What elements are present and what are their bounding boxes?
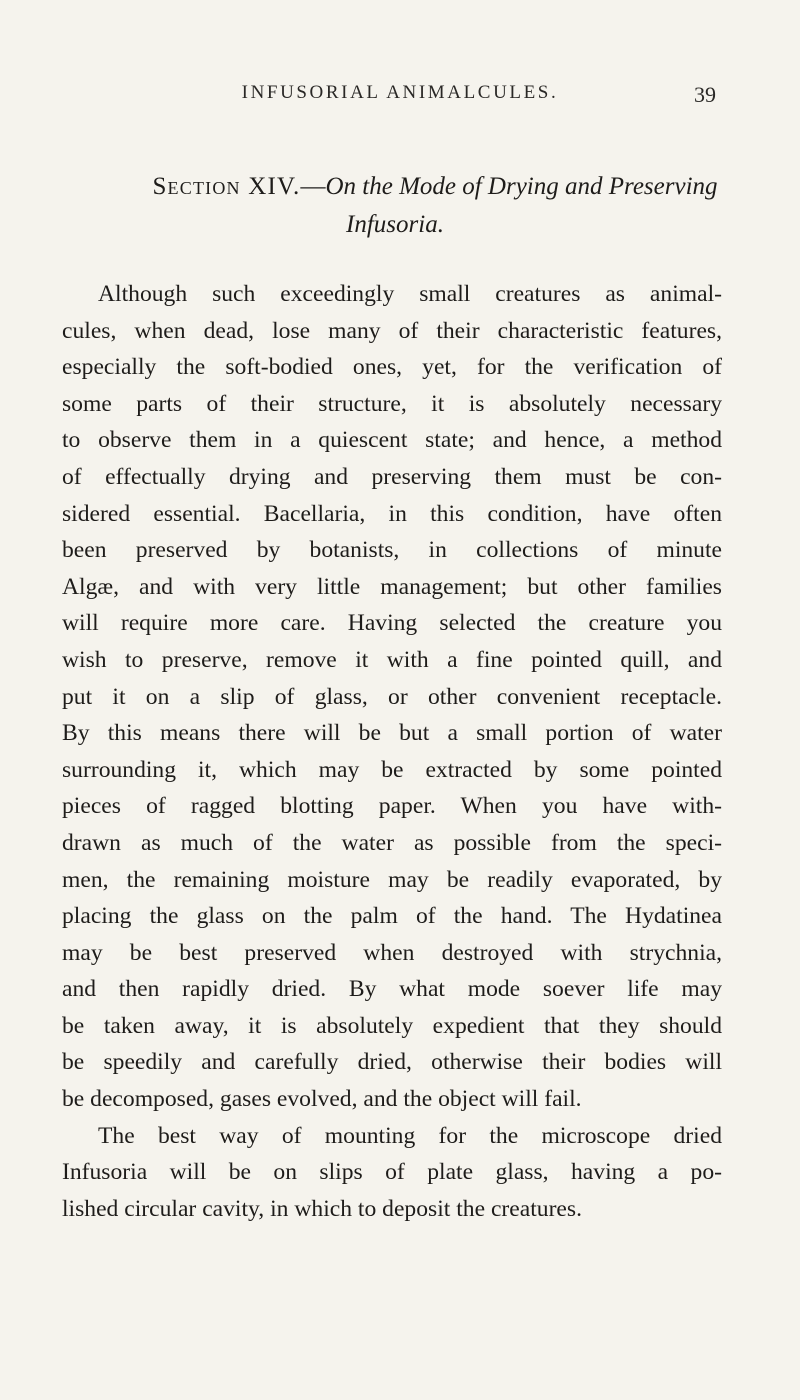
text-line: Algæ, and with very little management; but other families xyxy=(62,573,722,600)
running-head xyxy=(0,82,800,112)
text-line: will require more care. Having selected the creature you xyxy=(62,610,722,637)
body-paragraphs xyxy=(62,276,722,1227)
text-line: been preserved by botanists, in collections of minute xyxy=(62,537,722,564)
text-line: cules, when dead, lose many of their characteristic features, xyxy=(62,317,722,344)
section-dash: — xyxy=(300,173,326,200)
text-line: Infusoria will be on slips of plate glass, having a po- xyxy=(62,1159,722,1186)
text-line: put it on a slip of glass, or other convenient receptacle. xyxy=(62,683,722,710)
text-line: surrounding it, which may be extracted by some pointed xyxy=(62,756,722,783)
page-number: 39 xyxy=(694,82,716,107)
running-title: INFUSORIAL ANIMALCULES. xyxy=(241,82,559,103)
section-title-line2: Infusoria. xyxy=(346,211,444,238)
text-line: and then rapidly dried. By what mode soever life may xyxy=(62,976,722,1003)
text-line: may be best preserved when destroyed with strychnia, xyxy=(62,939,722,966)
section-title-line1: On the Mode of Drying and Preserving xyxy=(325,173,718,200)
section-label: Section XIV. xyxy=(152,173,301,200)
text-line: be decomposed, gases evolved, and the object will fail. xyxy=(62,1086,582,1113)
text-line: to observe them in a quiescent state; and hence, a method xyxy=(62,427,722,454)
text-line: be taken away, it is absolutely expedient that they should xyxy=(62,1012,722,1039)
text-line: pieces of ragged blotting paper. When you have with- xyxy=(62,793,722,820)
text-line: Although such exceedingly small creatures as animal- xyxy=(98,281,722,307)
text-line: of effectually drying and preserving them must be con- xyxy=(62,463,722,490)
text-line: sidered essential. Bacellaria, in this condition, have often xyxy=(62,500,722,527)
text-line: men, the remaining moisture may be readily evaporated, by xyxy=(62,866,722,893)
text-line: placing the glass on the palm of the hand. The Hydatinea xyxy=(62,903,722,930)
section-heading xyxy=(130,168,740,244)
text-line: be speedily and carefully dried, otherwise their bodies will xyxy=(62,1049,722,1076)
text-line: some parts of their structure, it is absolutely necessary xyxy=(62,390,722,417)
text-line: lished circular cavity, in which to deposit the creatures. xyxy=(62,1195,582,1222)
text-line: especially the soft-bodied ones, yet, for the verification of xyxy=(62,354,722,381)
text-line: drawn as much of the water as possible from the speci- xyxy=(62,829,722,856)
text-line: The best way of mounting for the microscope dried xyxy=(98,1122,722,1149)
text-line: wish to preserve, remove it with a fine pointed quill, and xyxy=(62,646,722,673)
text-line: By this means there will be but a small portion of water xyxy=(62,720,722,747)
